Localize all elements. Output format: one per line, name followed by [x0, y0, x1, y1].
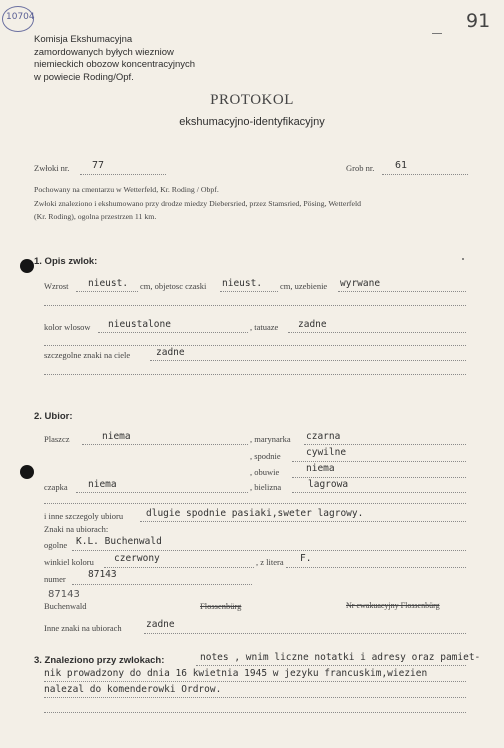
section2-title: 2. Ubior: — [34, 411, 73, 422]
section1-title: 1. Opis zwlok: — [34, 256, 98, 267]
litera-value: F. — [300, 553, 312, 564]
section3-line-3: nalezal do komenderowki Ordrow. — [44, 684, 222, 695]
archive-stamp — [2, 6, 34, 32]
bielizna-value: lagrowa — [308, 479, 349, 490]
winkiel-label: winkiel koloru — [44, 557, 94, 567]
czapka-label: czapka — [44, 482, 68, 492]
tatuaze-label: , tatuaze — [250, 322, 279, 332]
grob-value: 61 — [395, 160, 408, 171]
czaszka-value: nieust. — [222, 278, 263, 289]
punch-hole — [20, 259, 34, 273]
litera-label: , z litera — [256, 557, 284, 567]
znaki-value: zadne — [156, 347, 185, 358]
znaki-ubiorach-label: Znaki na ubiorach: — [44, 524, 109, 534]
ogolne-value: K.L. Buchenwald — [76, 536, 162, 547]
section3-title: 3. Znaleziono przy zwlokach: — [34, 655, 165, 666]
zwloki-value: 77 — [92, 160, 105, 171]
bielizna-label: , bielizna — [250, 482, 282, 492]
zwloki-label: Zwłoki nr. — [34, 163, 70, 173]
document-subtitle: ekshumacyjno-identyfikacyjny — [179, 116, 325, 128]
header-line: w powiecie Roding/Opf. — [34, 71, 134, 83]
wlosy-label: kolor wlosow — [44, 322, 91, 332]
camp-evacuation-number: Nr ewakuacyjny Flossenbürg — [346, 601, 440, 610]
wzrost-label: Wzrost — [44, 281, 69, 291]
header-line: niemieckich obozow koncentracyjnych — [34, 59, 196, 70]
inne-value: dlugie spodnie pasiaki,sweter lagrowy. — [146, 508, 364, 519]
punch-hole — [20, 465, 34, 479]
archive-stamp-number: 10704 — [6, 12, 35, 22]
intro-text — [34, 183, 361, 224]
intro-line: Zwłoki znaleziono i ekshumowano przy drodze miedzy Diebersried, przez Stamsried, Pösing, Wetterfeld — [34, 198, 362, 208]
header-line: Komisja Ekshumacyjna — [34, 34, 133, 45]
intro-line: Pochowany na cmentarzu w Wetterfeld, Kr. Roding / Obpf. — [34, 185, 219, 194]
cm-label-2: cm, uzebienie — [280, 281, 328, 291]
inne-label: i inne szczegoly ubioru — [44, 511, 124, 521]
page-number: 91 — [466, 10, 491, 32]
czapka-value: niema — [88, 479, 117, 490]
section3-line-1: notes , wnim liczne notatki i adresy oraz pamiet- — [200, 652, 481, 663]
handwritten-number: 87143 — [48, 589, 80, 600]
plaszcz-label: Plaszcz — [44, 434, 70, 444]
inne-znaki-value: zadne — [146, 619, 175, 630]
document-title: PROTOKOL — [210, 92, 294, 108]
spodnie-label: , spodnie — [250, 451, 281, 461]
wlosy-value: nieustalone — [108, 319, 171, 330]
tatuaze-value: zadne — [298, 319, 327, 330]
znaki-label: szczegolne znaki na ciele — [44, 350, 131, 360]
obuwie-label: , obuwie — [250, 467, 280, 477]
camp-buchenwald: Buchenwald — [44, 601, 87, 611]
winkiel-value: czerwony — [114, 553, 160, 564]
marynarka-label: , marynarka — [250, 434, 291, 444]
grob-label: Grob nr. — [346, 163, 375, 173]
cm-label-1: cm, objetosc czaski — [140, 281, 207, 291]
numer-label: numer — [44, 574, 66, 584]
commission-header — [34, 34, 195, 84]
faint-mark — [462, 258, 464, 260]
header-line: zamordowanych byłych wiezniow — [34, 46, 174, 58]
marynarka-value: czarna — [306, 431, 341, 442]
spodnie-value: cywilne — [306, 447, 347, 458]
plaszcz-value: niema — [102, 431, 131, 442]
corner-mark — [432, 33, 442, 34]
wzrost-value: nieust. — [88, 278, 129, 289]
intro-line: (Kr. Roding), ogolna przestrzen 11 km. — [34, 212, 157, 221]
inne-znaki-label: Inne znaki na ubiorach — [44, 623, 122, 633]
section3-line-2: nik prowadzony do dnia 16 kwietnia 1945 w jezyku francuskim,wiezien — [44, 668, 428, 679]
numer-value: 87143 — [88, 569, 117, 580]
ogolne-label: ogolne — [44, 540, 68, 550]
uzebienie-value: wyrwane — [340, 278, 381, 289]
obuwie-value: niema — [306, 463, 335, 474]
camp-flossenburg: Flossenbürg — [200, 601, 242, 611]
